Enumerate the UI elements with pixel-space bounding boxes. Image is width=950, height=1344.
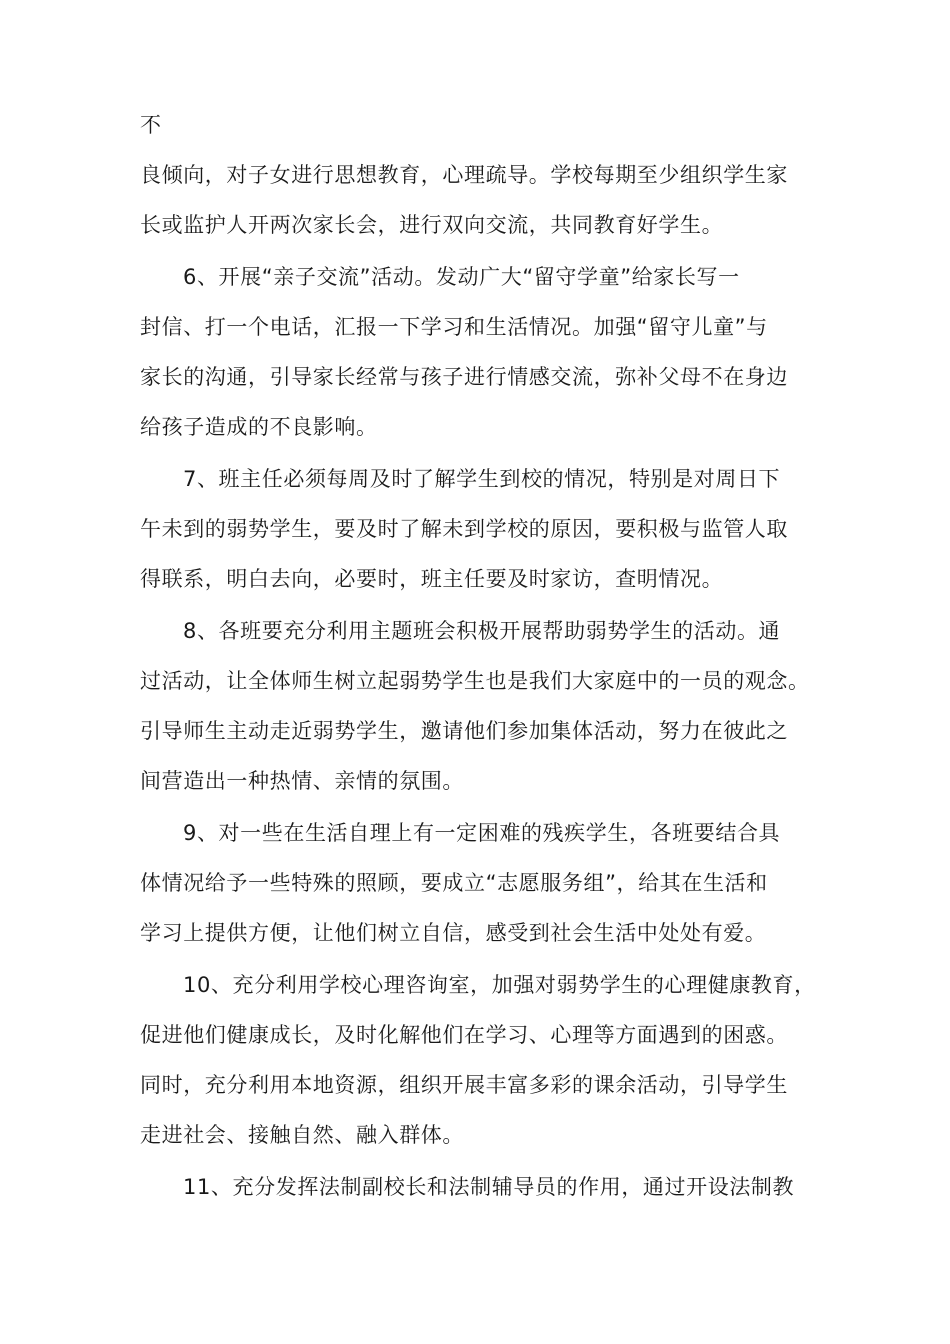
text-line: 家长的沟通，引导家长经常与孩子进行情感交流，弥补父母不在身边 xyxy=(140,365,788,389)
paragraph-7-start: 7、班主任必须每周及时了解学生到校的情况，特别是对周日下 xyxy=(183,467,781,491)
text-line: 长或监护人开两次家长会，进行双向交流，共同教育好学生。 xyxy=(140,213,724,237)
paragraph-10-start: 10、充分利用学校心理咨询室，加强对弱势学生的心理健康教育， xyxy=(183,973,816,997)
paragraph-6-start: 6、开展“亲子交流”活动。发动广大“留守学童”给家长写一 xyxy=(183,265,740,289)
text-line: 得联系，明白去向，必要时，班主任要及时家访，查明情况。 xyxy=(140,567,724,591)
text-line: 封信、打一个电话，汇报一下学习和生活情况。加强“留守儿童”与 xyxy=(140,315,768,339)
text-line: 过活动，让全体师生树立起弱势学生也是我们大家庭中的一员的观念。 xyxy=(140,669,810,693)
text-line: 间营造出一种热情、亲情的氛围。 xyxy=(140,769,464,793)
text-line: 促进他们健康成长，及时化解他们在学习、心理等方面遇到的困惑。 xyxy=(140,1023,788,1047)
paragraph-8-start: 8、各班要充分利用主题班会积极开展帮助弱势学生的活动。通 xyxy=(183,619,781,643)
paragraph-11-start: 11、充分发挥法制副校长和法制辅导员的作用，通过开设法制教 xyxy=(183,1175,795,1199)
text-line: 给孩子造成的不良影响。 xyxy=(140,415,378,439)
paragraph-9-start: 9、对一些在生活自理上有一定困难的残疾学生，各班要结合具 xyxy=(183,821,781,845)
text-line: 学习上提供方便，让他们树立自信，感受到社会生活中处处有爱。 xyxy=(140,921,767,945)
text-line: 良倾向，对子女进行思想教育，心理疏导。学校每期至少组织学生家 xyxy=(140,163,788,187)
text-line: 午未到的弱势学生，要及时了解未到学校的原因，要积极与监管人取 xyxy=(140,517,788,541)
text-line: 引导师生主动走近弱势学生，邀请他们参加集体活动，努力在彼此之 xyxy=(140,719,788,743)
text-line: 体情况给予一些特殊的照顾，要成立“志愿服务组”，给其在生活和 xyxy=(140,871,768,895)
text-line: 走进社会、接触自然、融入群体。 xyxy=(140,1123,464,1147)
text-line: 同时，充分利用本地资源，组织开展丰富多彩的课余活动，引导学生 xyxy=(140,1073,788,1097)
text-line: 不 xyxy=(140,113,162,137)
